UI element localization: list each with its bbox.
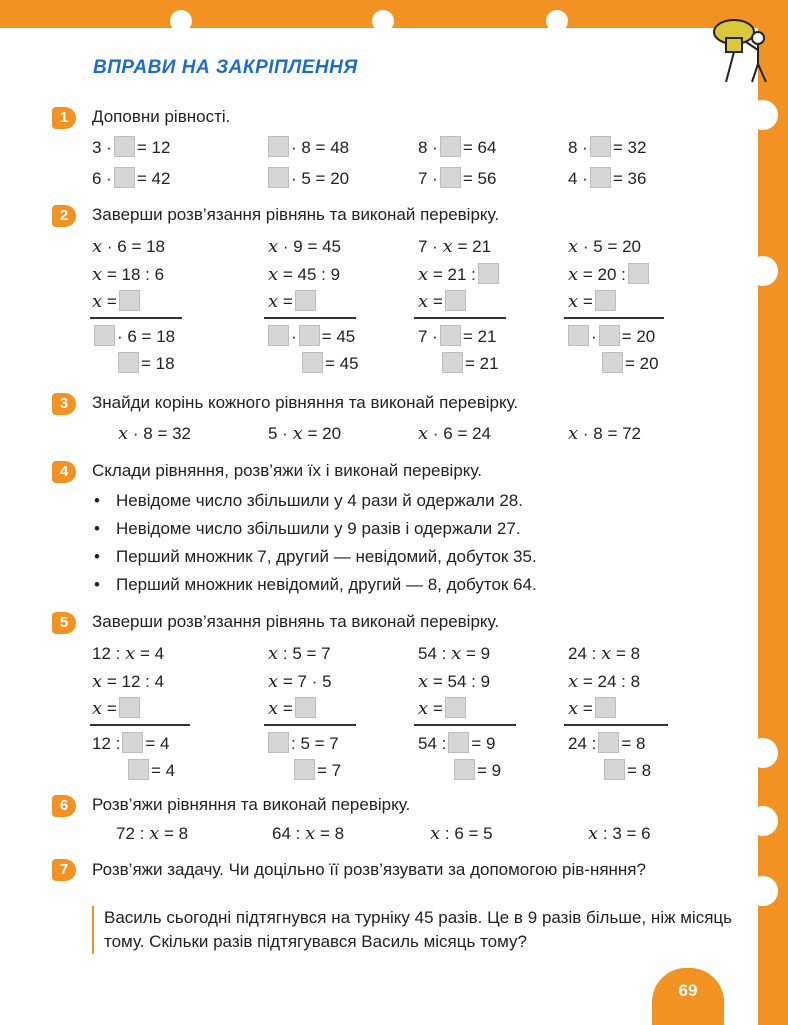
equation: x · 6 = 24 (418, 423, 492, 444)
answer-box[interactable] (268, 167, 289, 188)
word-problem: Василь сьогодні підтягнувся на турніку 45 разів. Це в 9 разів більше, ніж місяць тому. Скільки разів підтягувався Василь місяць тому? (92, 906, 732, 954)
divider-line (90, 317, 182, 319)
bullet: • (94, 547, 100, 566)
check-line: = 4 (126, 759, 175, 783)
divider-line (264, 317, 356, 319)
task-title: Заверши розв’язання рівнянь та виконай перевірку. (92, 612, 500, 631)
list-item: Перший множник 7, другий — невідомий, добуток 35. (116, 547, 537, 566)
divider-line (564, 724, 668, 726)
answer-box[interactable] (114, 167, 135, 188)
solution-line: x = 21 : (418, 263, 501, 287)
task-number-badge: 2 (52, 205, 76, 227)
solution-line: x = 7 · 5 (268, 671, 332, 692)
page-number: 69 (652, 968, 724, 1025)
check-line: = 7 (292, 759, 341, 783)
equation: 4 · = 36 (568, 169, 647, 188)
equation: 3 · = 12 (92, 138, 171, 157)
equation-line: 54 : x = 9 (418, 643, 491, 664)
answer-line: x = (418, 697, 468, 721)
equation: 6 · = 42 (92, 169, 171, 188)
binder-hole (748, 256, 778, 286)
task-number-badge: 4 (52, 461, 76, 483)
binder-hole (546, 10, 568, 32)
equation: 64 : x = 8 (272, 823, 345, 844)
equation: x : 3 = 6 (588, 823, 651, 844)
equation: 8 · = 64 (418, 138, 497, 157)
equation: 8 · = 32 (568, 138, 647, 157)
equation: 5 · x = 20 (268, 423, 342, 444)
check-line: 24 : = 8 (568, 734, 646, 753)
answer-box[interactable] (448, 732, 469, 753)
answer-box[interactable] (445, 290, 466, 311)
answer-line: x = (268, 697, 318, 721)
list-item: Перший множник невідомий, другий — 8, добуток 64. (116, 575, 537, 594)
check-line: 12 : = 4 (92, 734, 170, 753)
equation: · 5 = 20 (266, 167, 349, 191)
answer-box[interactable] (294, 759, 315, 780)
bullet: • (94, 519, 100, 538)
answer-box[interactable] (628, 263, 649, 284)
answer-box[interactable] (268, 325, 289, 346)
answer-box[interactable] (295, 290, 316, 311)
equation-line: x · 5 = 20 (568, 236, 642, 257)
task-title: Доповни рівності. (92, 107, 231, 126)
check-line: = 20 (600, 352, 659, 376)
binder-hole (748, 738, 778, 768)
answer-box[interactable] (595, 290, 616, 311)
answer-box[interactable] (440, 167, 461, 188)
solution-line: x = 24 : 8 (568, 671, 641, 692)
task-number-badge: 1 (52, 107, 76, 129)
check-line: · 6 = 18 (92, 325, 175, 349)
answer-line: x = (268, 290, 318, 314)
binder-hole (748, 876, 778, 906)
solution-line: x = 18 : 6 (92, 264, 165, 285)
answer-line: x = (418, 290, 468, 314)
answer-box[interactable] (478, 263, 499, 284)
answer-box[interactable] (128, 759, 149, 780)
answer-line: x = (568, 290, 618, 314)
answer-box[interactable] (602, 352, 623, 373)
task-title: Знайди корінь кожного рівняння та виконай перевірку. (92, 393, 519, 412)
check-line: : 5 = 7 (266, 732, 339, 756)
equation-line: 24 : x = 8 (568, 643, 641, 664)
divider-line (264, 724, 356, 726)
task-number-badge: 5 (52, 612, 76, 634)
task-title: Заверши розв’язання рівнянь та виконай перевірку. (92, 205, 500, 224)
equation: · 8 = 48 (266, 136, 349, 160)
check-line: = 9 (452, 759, 501, 783)
answer-box[interactable] (442, 352, 463, 373)
answer-box[interactable] (440, 325, 461, 346)
check-line: 7 · = 21 (418, 327, 497, 346)
task-number-badge: 3 (52, 393, 76, 415)
section-heading: ВПРАВИ НА ЗАКРІПЛЕННЯ (93, 57, 358, 78)
task-number-badge: 6 (52, 795, 76, 817)
equation-line: 12 : x = 4 (92, 643, 165, 664)
list-item: Невідоме число збільшили у 9 разів і одержали 27. (116, 519, 521, 538)
list-item: Невідоме число збільшили у 4 рази й одержали 28. (116, 491, 523, 510)
equation-line: x : 5 = 7 (268, 643, 331, 664)
task-title: Розв’яжи задачу. Чи доцільно її розв’язувати за допомогою рів-няння? (92, 860, 646, 879)
task-title: Розв’яжи рівняння та виконай перевірку. (92, 795, 411, 814)
check-line: = 45 (300, 352, 359, 376)
task-title: Склади рівняння, розв’яжи їх і виконай перевірку. (92, 461, 482, 480)
answer-box[interactable] (114, 136, 135, 157)
answer-box[interactable] (568, 325, 589, 346)
solution-line: x = 20 : (568, 263, 651, 287)
answer-box[interactable] (118, 352, 139, 373)
divider-line (414, 724, 516, 726)
equation: 7 · = 56 (418, 169, 497, 188)
answer-box[interactable] (590, 167, 611, 188)
answer-box[interactable] (119, 290, 140, 311)
task-number-badge: 7 (52, 859, 76, 881)
answer-box[interactable] (595, 697, 616, 718)
bullet: • (94, 575, 100, 594)
equation-line: x · 6 = 18 (92, 236, 166, 257)
check-line: = 8 (602, 759, 651, 783)
answer-box[interactable] (94, 325, 115, 346)
solution-line: x = 45 : 9 (268, 264, 341, 285)
answer-box[interactable] (119, 697, 140, 718)
equation: x · 8 = 72 (568, 423, 642, 444)
solution-line: x = 54 : 9 (418, 671, 491, 692)
binder-hole (748, 806, 778, 836)
check-line: 54 : = 9 (418, 734, 496, 753)
divider-line (90, 724, 190, 726)
solution-line: x = 12 : 4 (92, 671, 165, 692)
answer-box[interactable] (268, 136, 289, 157)
equation-line: 7 · x = 21 (418, 236, 492, 257)
equation: x · 8 = 32 (118, 423, 192, 444)
binder-hole (372, 10, 394, 32)
answer-box[interactable] (299, 325, 320, 346)
check-line: · = 20 (566, 325, 655, 349)
answer-box[interactable] (302, 352, 323, 373)
answer-box[interactable] (599, 325, 620, 346)
right-orange-bar (758, 0, 788, 1025)
check-line: · = 45 (266, 325, 355, 349)
answer-line: x = (568, 697, 618, 721)
binder-hole (748, 100, 778, 130)
answer-box[interactable] (590, 136, 611, 157)
top-orange-bar (0, 0, 788, 28)
answer-box[interactable] (295, 697, 316, 718)
binder-hole (170, 10, 192, 32)
check-line: = 21 (440, 352, 499, 376)
bullet: • (94, 491, 100, 510)
pushpin-figure-icon (704, 8, 774, 88)
divider-line (564, 317, 664, 319)
answer-box[interactable] (268, 732, 289, 753)
check-line: = 18 (116, 352, 175, 376)
equation: x : 6 = 5 (430, 823, 493, 844)
answer-box[interactable] (604, 759, 625, 780)
answer-box[interactable] (445, 697, 466, 718)
answer-box[interactable] (440, 136, 461, 157)
equation-line: x · 9 = 45 (268, 236, 342, 257)
divider-line (414, 317, 506, 319)
answer-box[interactable] (454, 759, 475, 780)
answer-box[interactable] (122, 732, 143, 753)
equation: 72 : x = 8 (116, 823, 189, 844)
answer-line: x = (92, 697, 142, 721)
answer-line: x = (92, 290, 142, 314)
answer-box[interactable] (598, 732, 619, 753)
